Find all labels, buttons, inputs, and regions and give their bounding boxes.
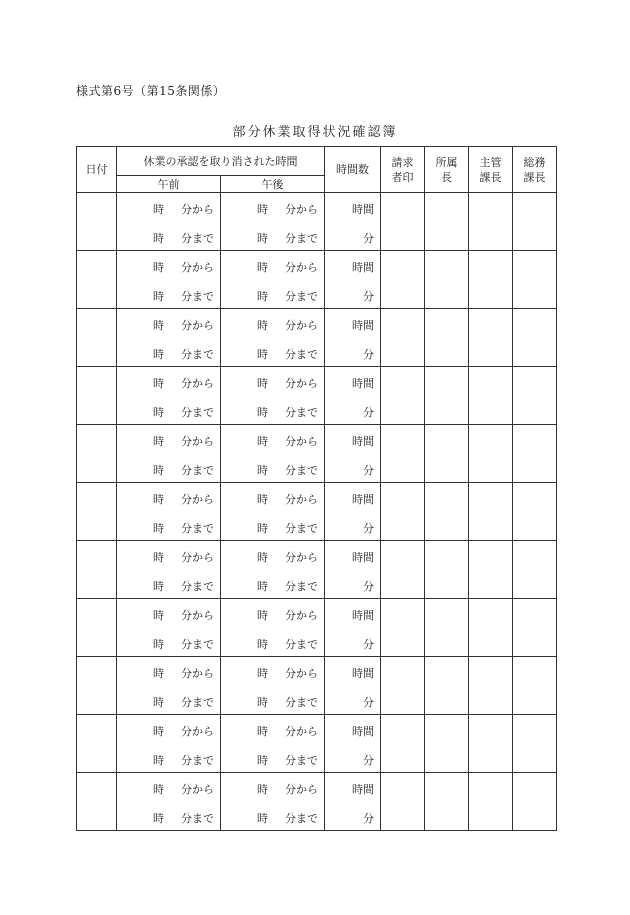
minute-from-label: 分から <box>181 435 214 448</box>
dept-head-seal-cell[interactable] <box>425 193 469 251</box>
hours-unit-label: 時間 <box>352 609 374 622</box>
minute-from-label: 分から <box>285 377 318 390</box>
dept-head-seal-cell[interactable] <box>425 425 469 483</box>
minute-until-label: 分まで <box>181 290 214 303</box>
afternoon-time-cell[interactable] <box>221 773 325 831</box>
dept-head-seal-cell[interactable] <box>425 483 469 541</box>
minute-from-label: 分から <box>285 725 318 738</box>
date-cell[interactable] <box>77 193 117 251</box>
hour-label: 時 <box>153 377 164 390</box>
chief-manager-seal-cell[interactable] <box>469 599 513 657</box>
minutes-unit-label: 分 <box>363 754 374 767</box>
morning-time-cell[interactable] <box>117 657 221 715</box>
table-row <box>77 193 557 251</box>
minute-from-label: 分から <box>181 261 214 274</box>
dept-head-seal-cell[interactable] <box>425 773 469 831</box>
hour-label: 時 <box>153 667 164 680</box>
dept-head-seal-cell[interactable] <box>425 715 469 773</box>
minute-from-label: 分から <box>181 319 214 332</box>
general-affairs-seal-cell[interactable] <box>513 773 557 831</box>
hours-cell[interactable] <box>325 309 381 367</box>
minute-from-label: 分から <box>285 609 318 622</box>
date-cell[interactable] <box>77 251 117 309</box>
hour-label: 時 <box>257 638 268 651</box>
hours-unit-label: 時間 <box>352 725 374 738</box>
header-afternoon: 午後 <box>221 176 325 193</box>
minutes-unit-label: 分 <box>363 638 374 651</box>
hour-label: 時 <box>153 754 164 767</box>
minute-from-label: 分から <box>181 377 214 390</box>
chief-manager-seal-cell[interactable] <box>469 309 513 367</box>
chief-manager-seal-cell[interactable] <box>469 251 513 309</box>
requester-seal-cell[interactable] <box>381 483 425 541</box>
minute-from-label: 分から <box>181 725 214 738</box>
date-cell[interactable] <box>77 425 117 483</box>
dept-head-seal-cell[interactable] <box>425 541 469 599</box>
minute-until-label: 分まで <box>285 290 318 303</box>
minutes-unit-label: 分 <box>363 522 374 535</box>
chief-manager-seal-cell[interactable] <box>469 367 513 425</box>
minute-from-label: 分から <box>285 783 318 796</box>
date-cell[interactable] <box>77 541 117 599</box>
dept-head-seal-cell[interactable] <box>425 251 469 309</box>
requester-seal-cell[interactable] <box>381 715 425 773</box>
requester-seal-cell[interactable] <box>381 541 425 599</box>
afternoon-time-cell[interactable] <box>221 541 325 599</box>
hours-cell[interactable] <box>325 657 381 715</box>
minute-from-label: 分から <box>181 667 214 680</box>
hours-unit-label: 時間 <box>352 551 374 564</box>
hour-label: 時 <box>153 638 164 651</box>
hours-cell[interactable] <box>325 715 381 773</box>
chief-manager-seal-cell[interactable] <box>469 773 513 831</box>
hour-label: 時 <box>153 203 164 216</box>
hour-label: 時 <box>153 493 164 506</box>
hour-label: 時 <box>257 406 268 419</box>
hour-label: 時 <box>257 493 268 506</box>
hour-label: 時 <box>153 464 164 477</box>
hour-label: 時 <box>257 232 268 245</box>
morning-time-cell[interactable] <box>117 773 221 831</box>
header-dept-head-line2: 長 <box>441 170 452 184</box>
afternoon-time-cell[interactable] <box>221 309 325 367</box>
header-dept-head-line1: 所属 <box>435 155 458 169</box>
requester-seal-cell[interactable] <box>381 367 425 425</box>
minutes-unit-label: 分 <box>363 580 374 593</box>
hour-label: 時 <box>257 725 268 738</box>
minute-until-label: 分まで <box>181 754 214 767</box>
table-row <box>77 367 557 425</box>
minute-from-label: 分から <box>181 203 214 216</box>
header-requester-seal-line2: 者印 <box>391 170 414 184</box>
minute-until-label: 分まで <box>181 522 214 535</box>
minute-from-label: 分から <box>285 435 318 448</box>
header-date: 日付 <box>77 147 117 193</box>
hour-label: 時 <box>153 319 164 332</box>
morning-time-cell[interactable] <box>117 193 221 251</box>
afternoon-time-cell[interactable] <box>221 483 325 541</box>
requester-seal-cell[interactable] <box>381 425 425 483</box>
minute-until-label: 分まで <box>181 812 214 825</box>
chief-manager-seal-cell[interactable] <box>469 657 513 715</box>
hour-label: 時 <box>153 783 164 796</box>
minute-until-label: 分まで <box>285 522 318 535</box>
chief-manager-seal-cell[interactable] <box>469 483 513 541</box>
minute-until-label: 分まで <box>181 348 214 361</box>
date-cell[interactable] <box>77 483 117 541</box>
morning-time-cell[interactable] <box>117 541 221 599</box>
hour-label: 時 <box>257 754 268 767</box>
requester-seal-cell[interactable] <box>381 773 425 831</box>
minutes-unit-label: 分 <box>363 348 374 361</box>
hours-unit-label: 時間 <box>352 493 374 506</box>
header-general-affairs-line2: 課長 <box>523 170 546 184</box>
minute-until-label: 分まで <box>285 464 318 477</box>
hour-label: 時 <box>257 290 268 303</box>
hour-label: 時 <box>257 551 268 564</box>
confirmation-table <box>76 146 557 831</box>
requester-seal-cell[interactable] <box>381 657 425 715</box>
general-affairs-seal-cell[interactable] <box>513 657 557 715</box>
afternoon-time-cell[interactable] <box>221 425 325 483</box>
morning-time-cell[interactable] <box>117 425 221 483</box>
minute-until-label: 分まで <box>285 580 318 593</box>
hours-cell[interactable] <box>325 367 381 425</box>
minute-until-label: 分まで <box>285 812 318 825</box>
morning-time-cell[interactable] <box>117 599 221 657</box>
hours-unit-label: 時間 <box>352 377 374 390</box>
hour-label: 時 <box>153 290 164 303</box>
general-affairs-seal-cell[interactable] <box>513 367 557 425</box>
table-row <box>77 773 557 831</box>
date-cell[interactable] <box>77 773 117 831</box>
morning-time-cell[interactable] <box>117 251 221 309</box>
minute-from-label: 分から <box>181 493 214 506</box>
hour-label: 時 <box>257 377 268 390</box>
hour-label: 時 <box>153 232 164 245</box>
table-row <box>77 657 557 715</box>
hours-cell[interactable] <box>325 483 381 541</box>
minute-until-label: 分まで <box>181 580 214 593</box>
hour-label: 時 <box>153 551 164 564</box>
general-affairs-seal-cell[interactable] <box>513 309 557 367</box>
date-cell[interactable] <box>77 309 117 367</box>
minute-until-label: 分まで <box>181 638 214 651</box>
header-dept-head <box>425 147 469 193</box>
hours-unit-label: 時間 <box>352 435 374 448</box>
header-general-affairs <box>513 147 557 193</box>
afternoon-time-cell[interactable] <box>221 599 325 657</box>
hour-label: 時 <box>257 522 268 535</box>
hour-label: 時 <box>257 435 268 448</box>
header-requester-seal-line1: 請求 <box>391 155 414 169</box>
table-row <box>77 309 557 367</box>
afternoon-time-cell[interactable] <box>221 193 325 251</box>
hour-label: 時 <box>153 522 164 535</box>
requester-seal-cell[interactable] <box>381 309 425 367</box>
dept-head-seal-cell[interactable] <box>425 367 469 425</box>
minute-until-label: 分まで <box>181 464 214 477</box>
table-row <box>77 715 557 773</box>
hour-label: 時 <box>257 609 268 622</box>
hour-label: 時 <box>257 580 268 593</box>
minute-from-label: 分から <box>181 783 214 796</box>
header-general-affairs-line1: 総務 <box>523 155 546 169</box>
chief-manager-seal-cell[interactable] <box>469 541 513 599</box>
morning-time-cell[interactable] <box>117 483 221 541</box>
hour-label: 時 <box>153 406 164 419</box>
minute-until-label: 分まで <box>181 696 214 709</box>
requester-seal-cell[interactable] <box>381 251 425 309</box>
header-chief-manager <box>469 147 513 193</box>
header-requester-seal <box>381 147 425 193</box>
date-cell[interactable] <box>77 599 117 657</box>
table-row <box>77 599 557 657</box>
morning-time-cell[interactable] <box>117 367 221 425</box>
general-affairs-seal-cell[interactable] <box>513 193 557 251</box>
hour-label: 時 <box>257 464 268 477</box>
date-cell[interactable] <box>77 657 117 715</box>
minutes-unit-label: 分 <box>363 232 374 245</box>
hour-label: 時 <box>257 319 268 332</box>
chief-manager-seal-cell[interactable] <box>469 193 513 251</box>
minute-until-label: 分まで <box>285 348 318 361</box>
hours-unit-label: 時間 <box>352 261 374 274</box>
minutes-unit-label: 分 <box>363 812 374 825</box>
table-row <box>77 483 557 541</box>
hour-label: 時 <box>257 783 268 796</box>
minute-from-label: 分から <box>285 203 318 216</box>
table-row <box>77 425 557 483</box>
header-morning: 午前 <box>117 176 221 193</box>
dept-head-seal-cell[interactable] <box>425 599 469 657</box>
hours-unit-label: 時間 <box>352 203 374 216</box>
page-title: 部分休業取得状況確認簿 <box>232 125 398 140</box>
minutes-unit-label: 分 <box>363 290 374 303</box>
general-affairs-seal-cell[interactable] <box>513 251 557 309</box>
hour-label: 時 <box>257 261 268 274</box>
hours-cell[interactable] <box>325 251 381 309</box>
minute-until-label: 分まで <box>285 754 318 767</box>
form-number: 様式第6号（第15条関係） <box>76 84 226 98</box>
hours-cell[interactable] <box>325 425 381 483</box>
minute-from-label: 分から <box>181 551 214 564</box>
afternoon-time-cell[interactable] <box>221 657 325 715</box>
minute-until-label: 分まで <box>181 232 214 245</box>
hour-label: 時 <box>153 812 164 825</box>
date-cell[interactable] <box>77 715 117 773</box>
minute-from-label: 分から <box>285 493 318 506</box>
header-chief-manager-line1: 主管 <box>479 155 502 169</box>
minute-until-label: 分まで <box>285 638 318 651</box>
hours-cell[interactable] <box>325 599 381 657</box>
minute-until-label: 分まで <box>285 406 318 419</box>
dept-head-seal-cell[interactable] <box>425 657 469 715</box>
minute-from-label: 分から <box>285 551 318 564</box>
chief-manager-seal-cell[interactable] <box>469 425 513 483</box>
minutes-unit-label: 分 <box>363 406 374 419</box>
minute-until-label: 分まで <box>181 406 214 419</box>
minute-until-label: 分まで <box>285 232 318 245</box>
chief-manager-seal-cell[interactable] <box>469 715 513 773</box>
hours-cell[interactable] <box>325 541 381 599</box>
morning-time-cell[interactable] <box>117 715 221 773</box>
minutes-unit-label: 分 <box>363 464 374 477</box>
hour-label: 時 <box>153 261 164 274</box>
general-affairs-seal-cell[interactable] <box>513 541 557 599</box>
table-row <box>77 251 557 309</box>
header-cancelled-time: 休業の承認を取り消された時間 <box>117 147 325 176</box>
minute-from-label: 分から <box>181 609 214 622</box>
hour-label: 時 <box>153 609 164 622</box>
hour-label: 時 <box>153 435 164 448</box>
requester-seal-cell[interactable] <box>381 193 425 251</box>
hours-cell[interactable] <box>325 773 381 831</box>
afternoon-time-cell[interactable] <box>221 367 325 425</box>
table-row <box>77 541 557 599</box>
general-affairs-seal-cell[interactable] <box>513 715 557 773</box>
minute-from-label: 分から <box>285 667 318 680</box>
minute-from-label: 分から <box>285 261 318 274</box>
morning-time-cell[interactable] <box>117 309 221 367</box>
afternoon-time-cell[interactable] <box>221 715 325 773</box>
hour-label: 時 <box>153 348 164 361</box>
hour-label: 時 <box>257 203 268 216</box>
header-chief-manager-line2: 課長 <box>479 170 502 184</box>
hour-label: 時 <box>257 812 268 825</box>
dept-head-seal-cell[interactable] <box>425 309 469 367</box>
hours-cell[interactable] <box>325 193 381 251</box>
requester-seal-cell[interactable] <box>381 599 425 657</box>
hours-unit-label: 時間 <box>352 667 374 680</box>
hours-unit-label: 時間 <box>352 783 374 796</box>
general-affairs-seal-cell[interactable] <box>513 425 557 483</box>
afternoon-time-cell[interactable] <box>221 251 325 309</box>
hour-label: 時 <box>257 667 268 680</box>
hour-label: 時 <box>153 725 164 738</box>
hour-label: 時 <box>257 348 268 361</box>
general-affairs-seal-cell[interactable] <box>513 599 557 657</box>
general-affairs-seal-cell[interactable] <box>513 483 557 541</box>
minute-from-label: 分から <box>285 319 318 332</box>
hour-label: 時 <box>153 580 164 593</box>
minutes-unit-label: 分 <box>363 696 374 709</box>
header-hours: 時間数 <box>325 147 381 193</box>
date-cell[interactable] <box>77 367 117 425</box>
hour-label: 時 <box>153 696 164 709</box>
hour-label: 時 <box>257 696 268 709</box>
minute-until-label: 分まで <box>285 696 318 709</box>
hours-unit-label: 時間 <box>352 319 374 332</box>
